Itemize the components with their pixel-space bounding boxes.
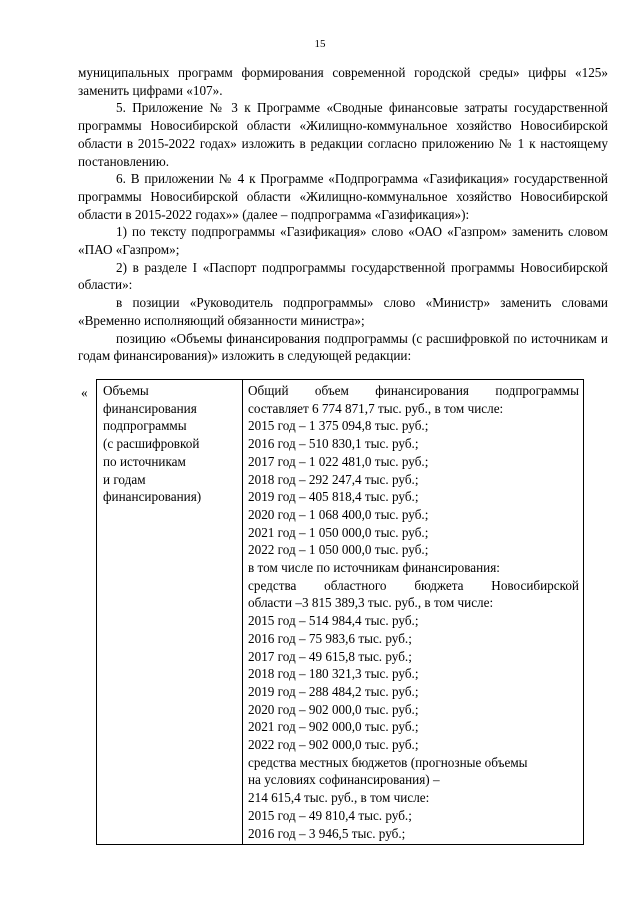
funding-line: 2016 год – 75 983,6 тыс. руб.;	[248, 630, 412, 646]
funding-line: средства областного бюджета Новосибирской	[248, 577, 579, 593]
paragraph-item-5: 5. Приложение № 3 к Программе «Сводные финансовые затраты государственной программы Новосибирской области «Жилищно-коммунальное хозяйство Новосибирской области в 2015-2022 годах» изложить в редакции согласно приложению № 1 к настоящему постановлению.	[78, 100, 608, 169]
funding-line: 2018 год – 180 321,3 тыс. руб.;	[248, 666, 419, 682]
page-number: 15	[314, 38, 326, 50]
funding-line: 214 615,4 тыс. руб., в том числе:	[248, 790, 430, 806]
paragraph-subitem-2: 2) в разделе I «Паспорт подпрограммы государственной программы Новосибирской области»:	[78, 259, 608, 293]
funding-line: в том числе по источникам финансирования:	[248, 560, 500, 576]
funding-line: 2020 год – 902 000,0 тыс. руб.;	[248, 701, 419, 717]
paragraph-subitem-1: 1) по тексту подпрограммы «Газификация» слово «ОАО «Газпром» заменить словом «ПАО «Газпром»;	[78, 224, 608, 258]
funding-table	[96, 379, 584, 845]
funding-line: 2019 год – 405 818,4 тыс. руб.;	[248, 489, 419, 505]
funding-line: 2022 год – 1 050 000,0 тыс. руб.;	[248, 542, 429, 558]
funding-line: на условиях софинансирования) –	[248, 772, 440, 788]
position-name-line: (с расшифровкой	[103, 436, 200, 452]
funding-line: 2017 год – 1 022 481,0 тыс. руб.;	[248, 453, 429, 469]
funding-line: 2015 год – 49 810,4 тыс. руб.;	[248, 807, 412, 823]
funding-details-cell	[243, 380, 584, 845]
funding-line: 2019 год – 288 484,2 тыс. руб.;	[248, 683, 419, 699]
funding-line: 2021 год – 902 000,0 тыс. руб.;	[248, 719, 419, 735]
funding-line: области –3 815 389,3 тыс. руб., в том числе:	[248, 595, 494, 611]
position-name-line: финансирования	[103, 400, 197, 416]
funding-line: 2016 год – 510 830,1 тыс. руб.;	[248, 436, 419, 452]
document-body	[78, 64, 608, 365]
funding-line: 2015 год – 1 375 094,8 тыс. руб.;	[248, 418, 429, 434]
funding-line: 2022 год – 902 000,0 тыс. руб.;	[248, 737, 419, 753]
paragraph-position-funding: позицию «Объемы финансирования подпрограммы (с расшифровкой по источникам и годам финансирования)» изложить в следующей редакции:	[78, 330, 608, 364]
position-name-line: финансирования)	[103, 489, 202, 505]
position-name-line: Объемы	[103, 383, 149, 398]
paragraph-position-manager: в позиции «Руководитель подпрограммы» слово «Министр» заменить словами «Временно исполняющий обязанности министра»;	[78, 295, 608, 328]
funding-line: 2021 год – 1 050 000,0 тыс. руб.;	[248, 524, 429, 540]
position-name-line: подпрограммы	[103, 418, 187, 434]
paragraph-continuation: муниципальных программ формирования современной городской среды» цифры «125» заменить цифрами «107».	[78, 65, 608, 98]
funding-line: Общий объем финансирования подпрограммы	[248, 383, 579, 398]
position-name-cell	[97, 380, 243, 845]
table-row	[97, 380, 584, 845]
funding-line: средства местных бюджетов (прогнозные объемы	[248, 754, 528, 770]
paragraph-item-6: 6. В приложении № 4 к Программе «Подпрограмма «Газификация» государственной программы Новосибирской области «Жилищно-коммунальное хозяйство Новосибирской области в 2015-2022 годах»» (далее – подпрограмма «Газификация»):	[78, 171, 608, 222]
funding-line: 2017 год – 49 615,8 тыс. руб.;	[248, 648, 412, 664]
position-name-line: по источникам	[103, 453, 186, 469]
funding-line: 2015 год – 514 984,4 тыс. руб.;	[248, 613, 419, 629]
funding-line: 2016 год – 3 946,5 тыс. руб.;	[248, 825, 406, 841]
position-name-line: и годам	[103, 471, 146, 487]
funding-line: 2020 год – 1 068 400,0 тыс. руб.;	[248, 506, 429, 522]
funding-line: 2018 год – 292 247,4 тыс. руб.;	[248, 471, 419, 487]
funding-line: составляет 6 774 871,7 тыс. руб., в том числе:	[248, 400, 504, 416]
opening-quote: «	[81, 385, 88, 400]
